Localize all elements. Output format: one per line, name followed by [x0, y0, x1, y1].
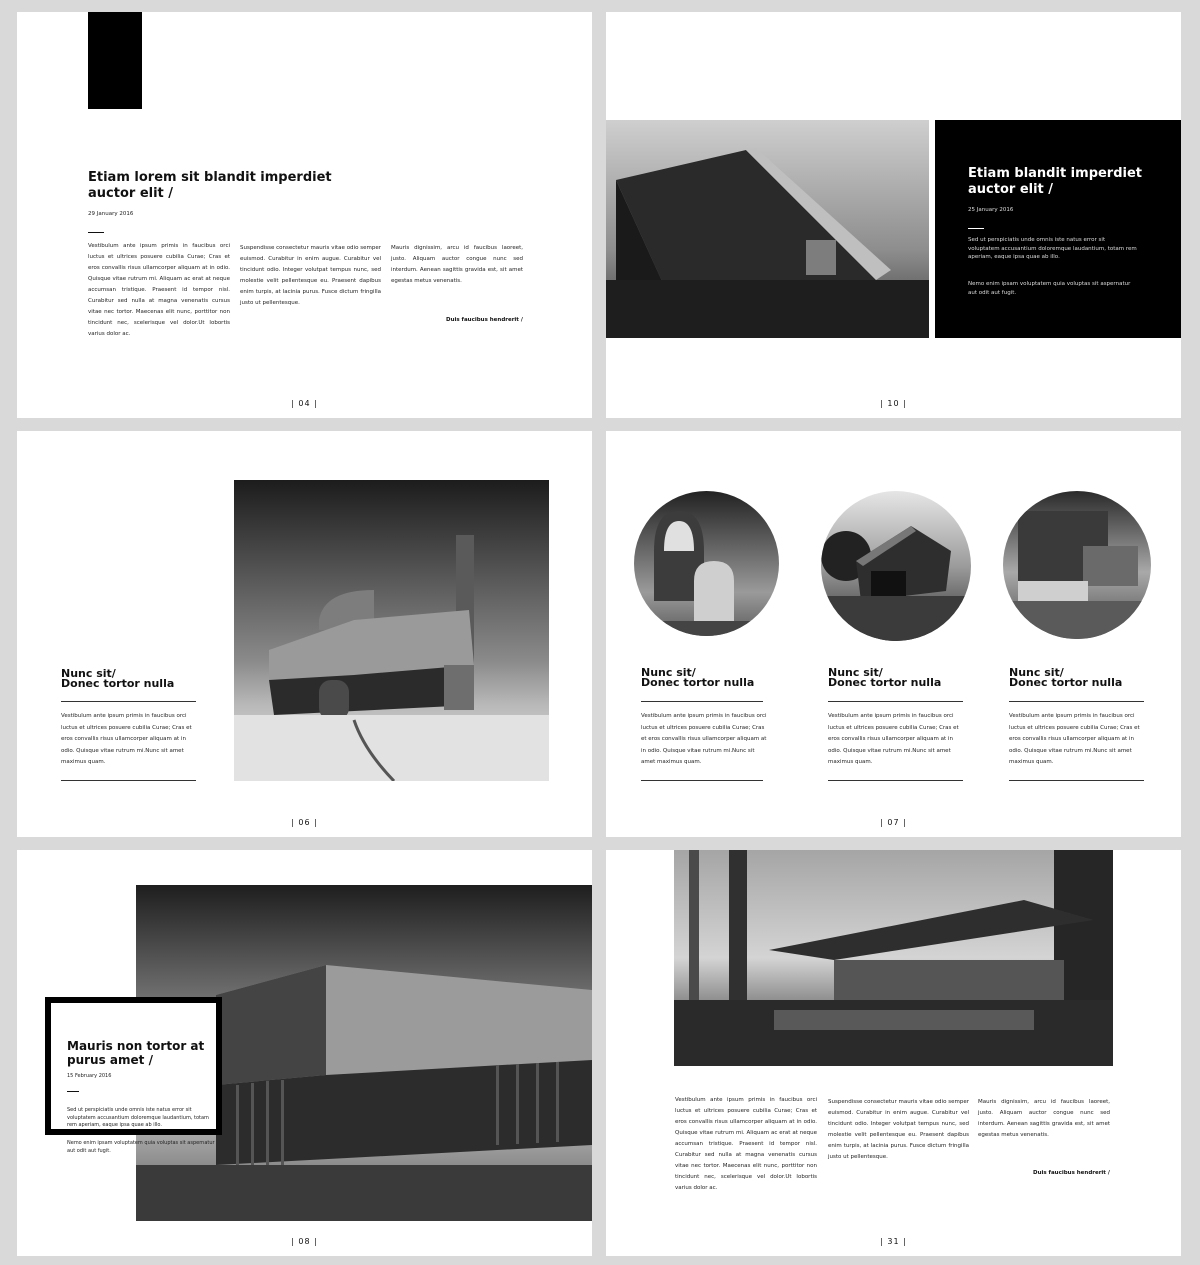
- body-column-2: Suspendisse consectetur mauris vitae odio semper euismod. Curabitur in enim augue. Curabitur vel tincidunt odio. Integer volutpat tempus nunc, sed molestie velit pellentesque eu. Praesent dapibus enim turpis, at lacinia purus. Fusce dictum fringilla justo ut pellentesque.: [828, 1099, 969, 1160]
- body-column-3: Mauris dignissim, arcu id faucibus laoreet, justo. Aliquam auctor congue nunc sed interdum. Aenean sagittis gravida est, sit amet egestas metus venenatis.: [978, 1099, 1110, 1138]
- body-column-1: Vestibulum ante ipsum primis in faucibus orci luctus et ultrices posuere cubilia Curae; Cras et eros convallis risus ullamcorper aliquam at in odio. Quisque vitae rutrum mi. Aliquam ac erat at neque accumsan tristique. Praesent id tempor nisl. Curabitur sed nulla at magna venenatis cursus vitae nec tortor. Maecenas elit nunc, porttitor non tincidunt nec, scelerisque vel dolor.Ut lobortis varius dolor ac.: [88, 243, 230, 337]
- article-date: 15 February 2016: [67, 1073, 112, 1079]
- body-column-1: Vestibulum ante ipsum primis in faucibus orci luctus et ultrices posuere cubilia Curae; Cras et eros convallis risus ullamcorper aliquam at in odio. Quisque vitae rutrum mi. Aliquam ac erat at neque accumsan tristique. Praesent id tempor nisl. Curabitur sed nulla at magna venenatis cursus vitae nec tortor. Maecenas elit nunc, porttitor non tincidunt nec, scelerisque vel dolor.Ut lobortis varius dolor ac.: [675, 1097, 817, 1191]
- article-info-box: [45, 997, 222, 1135]
- spread-page-06: [17, 431, 592, 837]
- architecture-photo-concrete-house: [234, 480, 549, 781]
- column-2-text: Vestibulum ante ipsum primis in faucibus orci luctus et ultrices posuere cubilia Curae; Cras et eros convallis risus ullamcorper aliquam at in odio. Quisque vitae rutrum mi.Nunc sit amet maximus quam.: [828, 713, 959, 765]
- spread-page-07: [606, 431, 1181, 837]
- intro-paragraph: Sed ut perspiciatis unde omnis iste natus error sit voluptatem accusantium doloremque laudantium, totam rem aperiam, eaque ipsa quae ab illo.: [968, 237, 1137, 260]
- title-divider: [88, 232, 104, 233]
- article-date: 29 January 2016: [88, 211, 134, 217]
- column-1-text: Vestibulum ante ipsum primis in faucibus orci luctus et ultrices posuere cubilia Curae; Cras et eros convallis risus ullamcorper aliquam at in odio. Quisque vitae rutrum mi.Nunc sit amet maximus quam.: [641, 713, 767, 765]
- column-3-bottom-rule: [1009, 780, 1144, 781]
- column-2-top-rule: [828, 701, 963, 702]
- intro-paragraph: Sed ut perspiciatis unde omnis iste natus error sit voluptatem accusantium doloremque laudantium, totam rem aperiam, eaque ipsa quae ab illo.: [67, 1107, 209, 1128]
- title-divider: [67, 1091, 79, 1092]
- article-title: Etiam lorem sit blandit imperdiet auctor elit /: [88, 170, 332, 201]
- black-accent-block: [88, 12, 142, 109]
- section-subhead-line2: Donec tortor nulla: [61, 677, 175, 690]
- bottom-rule: [61, 780, 196, 781]
- page-number: | 10 |: [880, 399, 907, 408]
- column-2-subhead-line1: Nunc sit/: [828, 666, 883, 679]
- article-info-box: [935, 120, 1181, 338]
- column-1-top-rule: [641, 701, 763, 702]
- second-paragraph: Nemo enim ipsam voluptatem quia voluptas sit aspernatur aut odit aut fugit.: [968, 281, 1131, 296]
- column-3-text: Vestibulum ante ipsum primis in faucibus orci luctus et ultrices posuere cubilia Curae; Cras et eros convallis risus ullamcorper aliquam at in odio. Quisque vitae rutrum mi.Nunc sit amet maximus quam.: [1009, 713, 1140, 765]
- column-1-subhead-line1: Nunc sit/: [641, 666, 696, 679]
- spread-page-08: [17, 850, 592, 1256]
- page-number: | 07 |: [880, 818, 907, 827]
- article-date: 25 January 2016: [968, 207, 1014, 213]
- second-paragraph: Nemo enim ipsam voluptatem quia voluptas sit aspernatur aut odit aut fugit.: [67, 1140, 215, 1154]
- section-subhead-line1: Nunc sit/: [61, 667, 116, 680]
- column-3-subhead-line2: Donec tortor nulla: [1009, 676, 1123, 689]
- body-column-2: Suspendisse consectetur mauris vitae odio semper euismod. Curabitur in enim augue. Curabitur vel tincidunt odio. Integer volutpat tempus nunc, sed molestie velit pellentesque eu. Praesent dapibus enim turpis, at lacinia purus. Fusce dictum fringilla justo ut pellentesque.: [240, 245, 381, 306]
- signature: Duis faucibus hendrerit /: [1033, 1170, 1110, 1176]
- title-divider: [968, 228, 984, 229]
- top-rule: [61, 701, 196, 702]
- article-title: Mauris non tortor at purus amet /: [67, 1039, 205, 1067]
- page-number: | 04 |: [291, 399, 318, 408]
- architecture-photo-forest-pavilion: [674, 850, 1113, 1066]
- spread-page-31: [606, 850, 1181, 1256]
- column-3-subhead-line1: Nunc sit/: [1009, 666, 1064, 679]
- spread-page-04: [17, 12, 592, 418]
- signature: Duis faucibus hendrerit /: [446, 317, 523, 323]
- column-2-bottom-rule: [828, 780, 963, 781]
- page-number: | 06 |: [291, 818, 318, 827]
- section-text: Vestibulum ante ipsum primis in faucibus orci luctus et ultrices posuere cubilia Curae; Cras et eros convallis risus ullamcorper aliquam at in odio. Quisque vitae rutrum mi.Nunc sit amet maximus quam.: [61, 713, 192, 765]
- spread-page-10: [606, 12, 1181, 418]
- column-1-subhead-line2: Donec tortor nulla: [641, 676, 755, 689]
- column-2-subhead-line2: Donec tortor nulla: [828, 676, 942, 689]
- article-title: Etiam blandit imperdiet auctor elit /: [968, 166, 1143, 197]
- column-3-top-rule: [1009, 701, 1144, 702]
- circle-photo-cantilever-house: [1003, 491, 1151, 639]
- page-number: | 08 |: [291, 1237, 318, 1246]
- body-column-3: Mauris dignissim, arcu id faucibus laoreet, justo. Aliquam auctor congue nunc sed interdum. Aenean sagittis gravida est, sit amet egestas metus venenatis.: [391, 245, 523, 284]
- column-1-bottom-rule: [641, 780, 763, 781]
- architecture-photo-slanted-house: [606, 120, 929, 338]
- circle-photo-arch-tower: [634, 491, 779, 636]
- circle-photo-wooden-house: [821, 491, 971, 641]
- page-number: | 31 |: [880, 1237, 907, 1246]
